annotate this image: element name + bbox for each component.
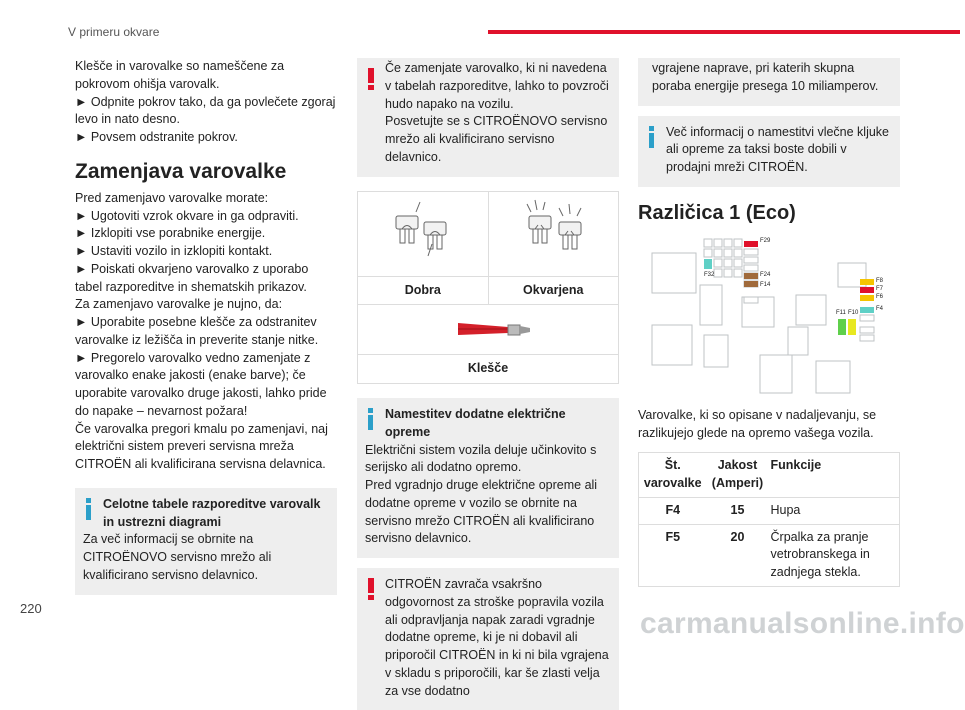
variant-title: Različica 1 (Eco) <box>638 201 796 224</box>
watermark: carmanualsonline.info <box>640 607 965 640</box>
variant-note: Varovalke, ki so opisane v nadaljevanju, se razlikujejo glede na opremo vašega vozila. <box>638 407 877 440</box>
blown-fuse-illustration <box>488 192 619 276</box>
fuse-amperage: 15 <box>707 497 769 524</box>
header-accent-bar <box>488 30 960 34</box>
continued-box-text: vgrajene naprave, pri katerih skupna poraba energije presega 10 miliamperov. <box>652 61 879 93</box>
header-function: Funkcije <box>769 453 900 498</box>
label-f29: F29 <box>760 237 771 244</box>
fuse-box-diagram <box>638 235 900 395</box>
info-box-accessories <box>357 398 619 558</box>
step-line: ► Poiskati okvarjeno varovalko z uporabo tabel razporeditve in shematskih prikazov. <box>75 261 309 294</box>
label-f11: F11 <box>836 309 846 316</box>
info-box-text: Za več informacij se obrnite na CITROËNOVO servisno mrežo ali kvalificirano servisno delavnico. <box>83 532 272 582</box>
column-1 <box>75 58 337 595</box>
step-line: Pred zamenjavo varovalke morate: <box>75 190 269 205</box>
good-fuse-label: Dobra <box>404 282 441 297</box>
step-line: ► Izklopiti vse porabnike energije. <box>75 226 266 241</box>
info-box-fuse-tables <box>75 488 337 595</box>
fuse-number: F4 <box>639 497 707 524</box>
running-header: V primeru okvare <box>68 25 160 39</box>
page-number: 220 <box>20 601 42 616</box>
pliers-label: Klešče <box>467 361 509 376</box>
info-icon <box>646 126 658 148</box>
column-2 <box>357 58 619 710</box>
pliers-illustration <box>358 305 618 355</box>
header-amperage: Jakost (Amperi) <box>707 453 769 498</box>
step-line: ► Ugotoviti vzrok okvare in ga odpraviti. <box>75 208 299 223</box>
intro-step-1: ► Odpnite pokrov tako, da ga povlečete zgoraj levo in nato desno. <box>75 94 336 127</box>
label-f4: F4 <box>876 305 884 312</box>
column-3 <box>638 58 900 587</box>
info-box-title: Celotne tabele razporeditve varovalk in ustrezni diagrami <box>103 496 321 529</box>
intro-step-2: ► Povsem odstranite pokrov. <box>75 130 238 144</box>
warning-box-1 <box>357 58 619 177</box>
step-line: ► Pregorelo varovalko vedno zamenjate z varovalko enake jakosti (enake barve); če uporabite varovalko druge jakosti, lahko pride do napake – nevarnost požara! <box>75 350 327 418</box>
step-line: Za zamenjavo varovalke je nujno, da: <box>75 297 283 312</box>
warning-box-2-text: CITROËN zavrača vsakršno odgovornost za stroške popravila vozila ali odpravljanja napak zaradi vgradnje dodatne opreme, ki je ni dobavil ali priporočil CITROËN in ki ni bila vgrajena v skladu s priporočili, kar še zlasti velja za vse dodatno <box>385 577 609 698</box>
fuse-function: Črpalka za pranje vetrobranskega in zadnjega stekla. <box>769 524 900 586</box>
table-row <box>639 524 900 586</box>
intro-text-1: Klešče in varovalke so nameščene za pokrovom ohišja varovalk. <box>75 59 285 91</box>
step-line: ► Uporabite posebne klešče za odstranitev varovalke iz ležišča in preverite stanje nitke. <box>75 315 319 347</box>
info-icon <box>83 498 95 520</box>
info-box-text: Več informacij o namestitvi vlečne kljuke ali opreme za taksi boste dobili v prodajni mreži CITROËN. <box>666 124 890 174</box>
label-f14: F14 <box>760 281 771 288</box>
warning-box-1-text: Če zamenjate varovalko, ki ni navedena v tabelah razporeditve, lahko to povzroči hudo napako na vozilu. Posvetujte se s CITROËNOVO servisno mrežo ali kvalificirano servisno delavnico. <box>385 61 609 164</box>
info-icon <box>365 408 377 430</box>
warning-icon <box>365 578 377 600</box>
continued-box <box>638 58 900 106</box>
label-f24: F24 <box>760 271 771 278</box>
fuse-number: F5 <box>639 524 707 586</box>
section-title: Zamenjava varovalke <box>75 159 287 183</box>
label-f7: F7 <box>876 285 884 292</box>
label-f8: F8 <box>876 277 884 284</box>
label-f10: F10 <box>848 309 859 316</box>
step-line: Če varovalka pregori kmalu po zamenjavi, naj električni sistem preveri servisna mreža CITROËN ali kvalificirana servisna delavnica. <box>75 421 328 472</box>
info-box-towbar <box>638 116 900 187</box>
info-box-text: Električni sistem vozila deluje učinkovito s serijsko ali dodatno opremo. Pred vgradnjo druge električne opreme ali dodatne opreme v vozilo se obrnite na servisno mrežo CITROËN ali kvalificirano servisno delavnico. <box>365 442 598 546</box>
fuse-table <box>638 452 900 587</box>
blown-fuse-label: Okvarjena <box>488 277 619 305</box>
warning-box-2 <box>357 568 619 710</box>
fuse-amperage: 20 <box>707 524 769 586</box>
header-number: Št. varovalke <box>639 453 707 498</box>
step-line: ► Ustaviti vozilo in izklopiti kontakt. <box>75 244 273 259</box>
good-fuse-illustration <box>358 192 488 276</box>
label-f32: F32 <box>704 271 715 278</box>
label-f6: F6 <box>876 293 884 300</box>
fuse-state-table <box>357 191 619 385</box>
warning-icon <box>365 68 377 90</box>
table-row <box>639 497 900 524</box>
fuse-function: Hupa <box>769 497 900 524</box>
info-box-title: Namestitev dodatne električne opreme <box>385 407 566 439</box>
